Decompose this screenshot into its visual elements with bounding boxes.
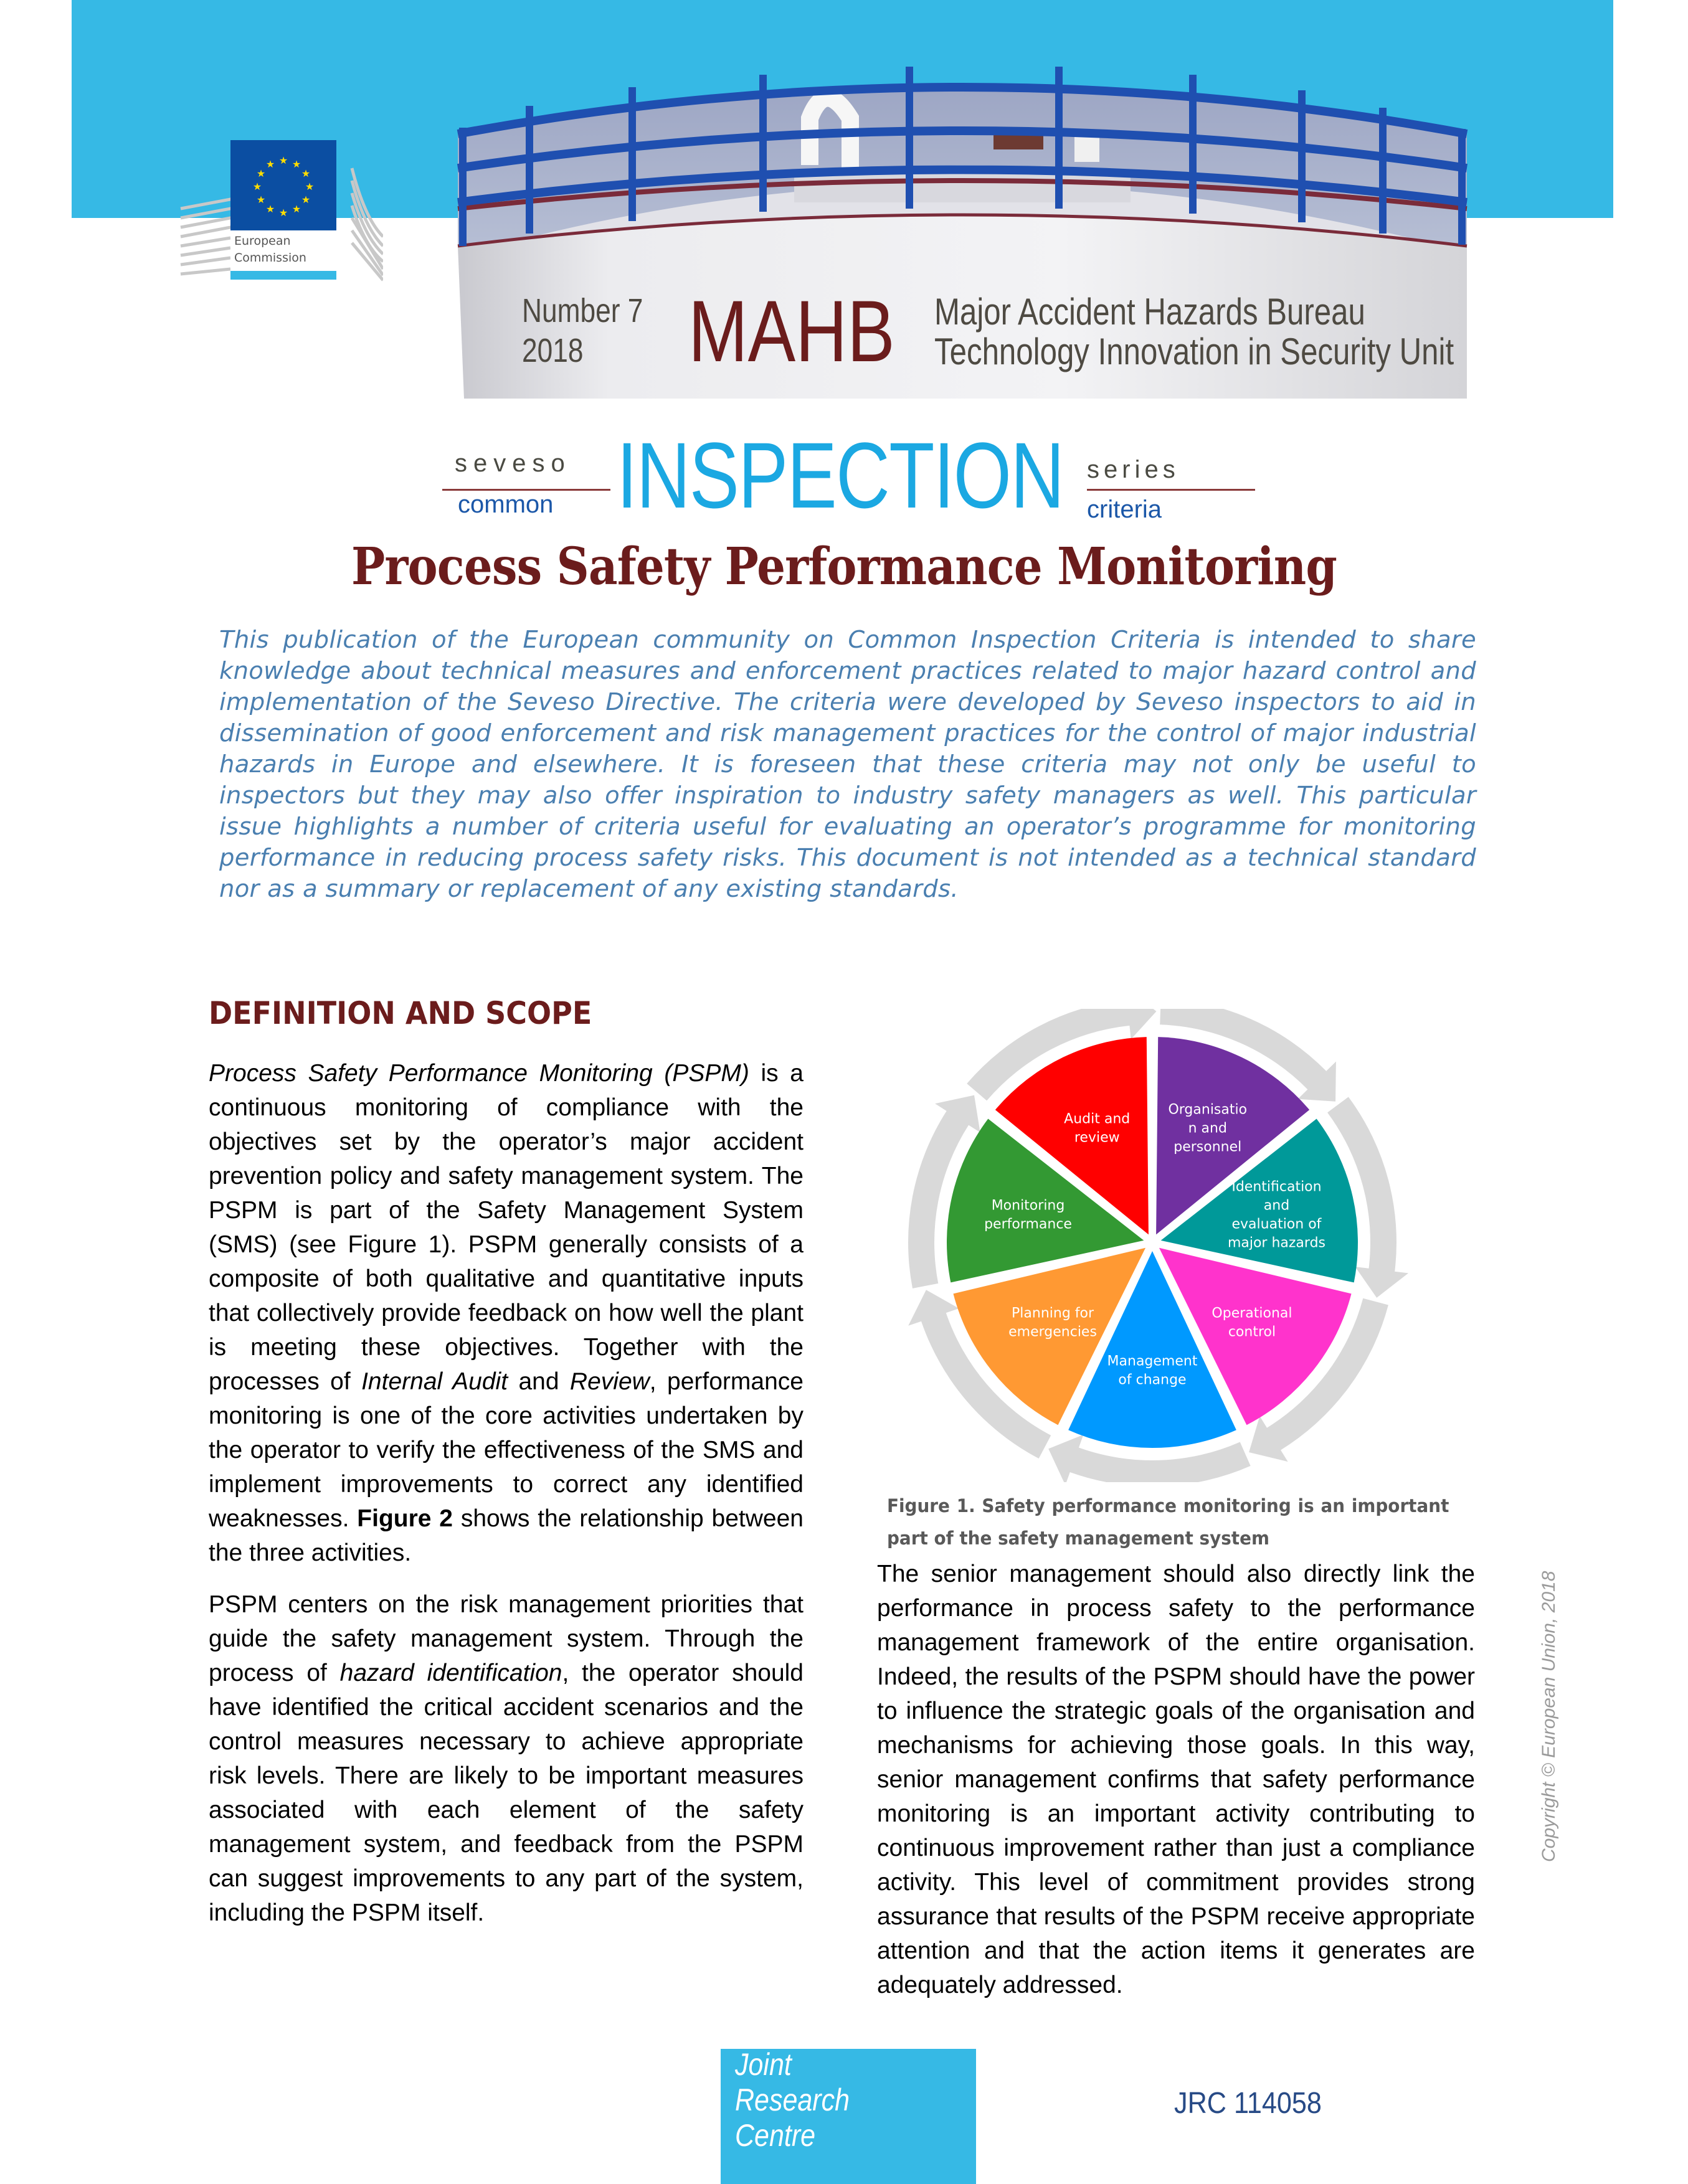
text-run: and xyxy=(508,1368,570,1395)
figure2-reference: Figure 2 xyxy=(357,1505,453,1532)
report-number: JRC 114058 xyxy=(1174,2087,1322,2120)
hazard-identification-term: hazard identification xyxy=(339,1660,562,1686)
svg-text:★: ★ xyxy=(265,203,275,215)
banner-criteria: criteria xyxy=(1087,496,1162,523)
svg-text:★: ★ xyxy=(301,168,311,179)
review-term: Review xyxy=(569,1368,650,1395)
svg-text:★: ★ xyxy=(278,207,288,219)
eu-flag-icon xyxy=(230,140,336,230)
banner-series: series xyxy=(1087,456,1180,483)
issue-number: Number 7 xyxy=(522,292,643,329)
ec-logo-text xyxy=(230,230,336,271)
svg-text:★: ★ xyxy=(265,158,275,170)
svg-text:★: ★ xyxy=(292,158,301,170)
jrc-line2: Research xyxy=(735,2082,850,2117)
paragraph-risk-priorities xyxy=(209,1587,804,1930)
document-title: Process Safety Performance Monitoring xyxy=(351,537,1337,597)
text-run: PSPM centers on the risk management priorities that guide the safety management system. Through the process of xyxy=(209,1591,804,1686)
abstract: This publication of the European community on Common Inspection Criteria is intended to share knowledge about technical measures and enforcement practices related to major hazard control and implementation of the Seveso Directive. The criteria were developed by Seveso inspectors to aid in dissemination of good enforcement and risk management practices for the control of major industrial hazards in Europe and elsewhere. It is foreseen that these criteria may not only be useful to inspectors but they may also offer inspiration to industry safety managers as well. This particular issue highlights a number of criteria useful for evaluating an operator’s programme for monitoring performance in reducing process safety risks. This document is not intended as a technical standard nor as a summary or replacement of any existing standards. xyxy=(219,626,1476,903)
paragraph-senior-management: The senior management should also directly link the performance in process safety to the performance management framework of the entire organisation. Indeed, the results of the PSPM should have the power to influence the strategic goals of the organisation and mechanisms for achieving those goals. In this way, senior management confirms that safety performance monitoring is an important activity contributing to continuous improvement rather than just a compliance activity. This level of commitment provides strong assurance that results of the PSPM receive appropriate attention and that the action items it generates are adequately addressed. xyxy=(877,1561,1475,1998)
cycle-segment-label: Organisatio n and personnel xyxy=(1168,1102,1248,1155)
svg-text:★: ★ xyxy=(305,181,315,192)
jrc-logo-text xyxy=(735,2047,850,2153)
cycle-segment-label: Audit and review xyxy=(1064,1111,1131,1146)
unit-name: Technology Innovation in Security Unit xyxy=(934,331,1454,372)
sms-cycle-diagram xyxy=(897,1009,1420,1482)
ec-org-line1: European xyxy=(234,234,291,248)
text-run: is a continuous monitoring of compliance with the objectives set by the operator’s major accident prevention policy and safety management system. The PSPM is part of the Safety Management System (SMS) (see Figure 1). PSPM generally consists of a composite of both qualitative and quantitative inputs that collectively provide feedback on how well the plant is meeting these objectives. Together with the processes of xyxy=(209,1060,804,1395)
mahb-acronym: MAHB xyxy=(688,282,895,380)
svg-text:★: ★ xyxy=(278,154,288,166)
copyright-notice: Copyright © European Union, 2018 xyxy=(1539,1571,1559,1862)
cycle-segment-label: Monitoring performance xyxy=(984,1198,1072,1232)
banner-seveso: seveso xyxy=(455,450,571,477)
svg-text:★: ★ xyxy=(301,194,311,206)
svg-text:★: ★ xyxy=(292,203,301,215)
internal-audit-term: Internal Audit xyxy=(361,1368,508,1395)
section-heading: DEFINITION AND SCOPE xyxy=(209,995,592,1031)
right-column xyxy=(877,1557,1475,2002)
text-run: , the operator should have identified the critical accident scenarios and the control measures necessary to achieve appropriate risk levels. There are likely to be important measures associated with each element of the safety management system, and feedback from the PSPM can suggest improvements to any part of the system, including the PSPM itself. xyxy=(209,1660,804,1926)
ec-logo-strip xyxy=(230,271,336,280)
cycle-segment-label: Planning for emergencies xyxy=(1008,1305,1097,1340)
issue-year: 2018 xyxy=(522,332,584,369)
left-column xyxy=(209,1056,804,1947)
jrc-line1: Joint xyxy=(735,2047,792,2082)
figure-caption: Figure 1. Safety performance monitoring is an important part of the safety management system xyxy=(887,1495,1449,1549)
banner-inspection: INSPECTION xyxy=(617,423,1064,527)
svg-text:★: ★ xyxy=(252,181,262,192)
svg-text:★: ★ xyxy=(256,168,266,179)
jrc-line3: Centre xyxy=(735,2118,816,2153)
eu-stars-icon xyxy=(230,140,336,230)
svg-text:★: ★ xyxy=(256,194,266,206)
text-run: , performance monitoring is one of the core activities undertaken by the operator to verify the effectiveness of the SMS and implement improvements to correct any identified weaknesses. xyxy=(209,1368,804,1532)
cycle-segment-label: Management of change xyxy=(1107,1353,1198,1388)
pspm-term: Process Safety Performance Monitoring (PSPM) xyxy=(209,1060,749,1087)
banner-rule-right xyxy=(1087,489,1255,491)
ec-org-line2: Commission xyxy=(234,251,306,265)
cycle-segment-label: Operational control xyxy=(1211,1305,1292,1340)
paragraph-definition xyxy=(209,1056,804,1570)
banner-common: common xyxy=(458,491,554,518)
bureau-name: Major Accident Hazards Bureau xyxy=(934,291,1365,333)
cycle-segment-label: Identification and evaluation of major hazards xyxy=(1227,1179,1326,1251)
text-run: shows the relationship between the three activities. xyxy=(209,1505,804,1566)
